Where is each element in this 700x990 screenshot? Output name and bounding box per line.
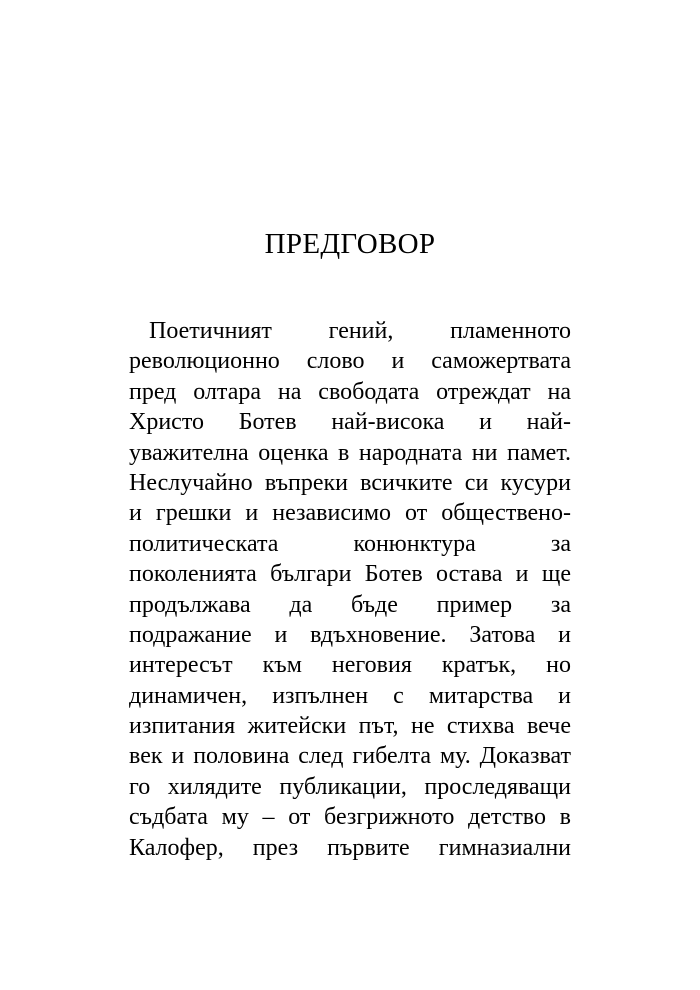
text-line: век и половина след гибелта му. Доказват xyxy=(129,743,571,770)
text-line: Калофер, през първите гимназиални xyxy=(129,834,571,861)
text-line: революционно слово и саможертвата xyxy=(129,348,571,375)
text-line: продължава да бъде пример за xyxy=(129,591,571,618)
text-line: подражание и вдъхновение. Затова и xyxy=(129,621,571,648)
text-line: политическата конюнктура за xyxy=(129,530,571,557)
text-line: пред олтара на свободата отреждат на xyxy=(129,378,571,405)
text-line: интересът към неговия кратък, но xyxy=(129,652,571,679)
text-line: динамичен, изпълнен с митарства и xyxy=(129,682,571,709)
text-line: го хилядите публикации, проследяващи xyxy=(129,773,571,800)
text-line: съдбата му – от безгрижното детство в xyxy=(129,804,571,831)
text-line: и грешки и независимо от обществено- xyxy=(129,500,571,527)
text-line: Христо Ботев най-висока и най- xyxy=(129,409,571,436)
text-line: изпитания житейски път, не стихва вече xyxy=(129,713,571,740)
text-line: уважителна оценка в народната ни памет. xyxy=(129,439,571,466)
text-line: поколенията българи Ботев остава и ще xyxy=(129,561,571,588)
body-paragraph xyxy=(129,316,571,863)
text-line: Неслучайно въпреки всичките си кусури xyxy=(129,469,571,496)
page-title: ПРЕДГОВОР xyxy=(264,228,436,260)
text-line: Поетичният гений, пламенното xyxy=(149,318,571,344)
